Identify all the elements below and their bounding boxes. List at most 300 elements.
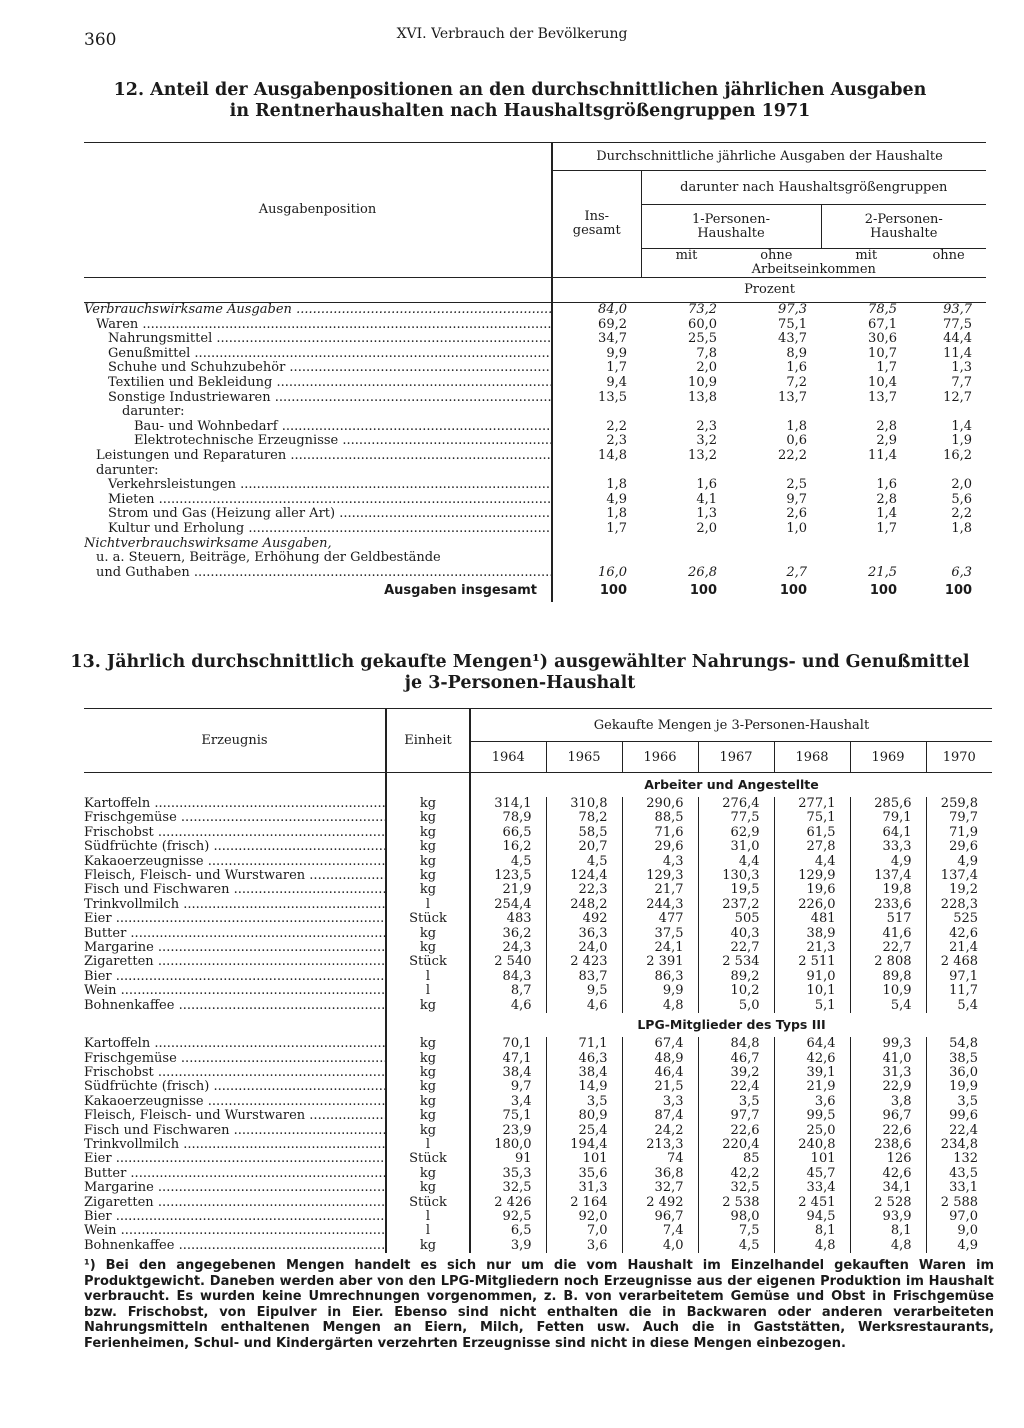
cell-value: 19,8 — [850, 883, 926, 897]
cell-value: 29,6 — [926, 840, 992, 854]
cell-value: 0,6 — [786, 434, 807, 449]
cell-value: 9,5 — [546, 984, 622, 998]
cell-value: 41,6 — [850, 927, 926, 941]
section-row — [84, 773, 992, 798]
row-unit: kg — [386, 840, 470, 854]
head-blank — [84, 278, 552, 303]
table-row — [84, 869, 992, 883]
cell-value: 2,0 — [696, 521, 717, 536]
row-label: Fleisch, Fleisch- und Wurstwaren ..... — [84, 1109, 386, 1123]
head-mit-1: mit — [675, 248, 698, 263]
table-row — [84, 941, 992, 955]
cell-value: 78,5 — [868, 302, 897, 317]
cell-value: 8,9 — [786, 346, 807, 361]
row-unit: Stück — [386, 1196, 470, 1210]
cell-value: 14,8 — [552, 449, 641, 464]
cell-value: 123,5 — [470, 869, 546, 883]
row-unit: kg — [386, 1095, 470, 1109]
cell-value — [731, 551, 821, 566]
cell-value: 240,8 — [774, 1138, 850, 1152]
cell-value: 7,8 — [696, 346, 717, 361]
cell-value: 36,8 — [622, 1167, 698, 1181]
cell-value: 54,8 — [926, 1037, 992, 1051]
cell-value: 23,9 — [470, 1124, 546, 1138]
cell-value: 2,2 — [552, 420, 641, 435]
cell-value: 44,4 — [943, 332, 973, 347]
row-unit: kg — [386, 1052, 470, 1066]
cell-value: 43,5 — [926, 1167, 992, 1181]
head-2p-l2: Haushalte — [870, 225, 938, 241]
cell-value: 2 528 — [850, 1196, 926, 1210]
table-row — [84, 1239, 992, 1253]
cell-value: 238,6 — [850, 1138, 926, 1152]
cell-value: 277,1 — [774, 797, 850, 811]
table-row — [84, 912, 992, 926]
cell-value: 25,0 — [774, 1124, 850, 1138]
cell-value: 71,9 — [926, 826, 992, 840]
cell-value: 1,7 — [552, 522, 641, 537]
cell-value: 20,7 — [546, 840, 622, 854]
cell-value: 137,4 — [926, 869, 992, 883]
row-label: und Guthaben ..... — [84, 566, 552, 581]
table1-title — [0, 80, 1024, 122]
total-value: 100 — [779, 582, 807, 598]
cell-value: 254,4 — [470, 898, 546, 912]
cell-value: 99,6 — [926, 1109, 992, 1123]
head-1p-l2: Haushalte — [697, 225, 765, 241]
table1-title-line1: 12. Anteil der Ausgabenpositionen an den durchschnittlichen jährlichen Ausgaben — [113, 80, 927, 100]
row-label: Sonstige Industriewaren ..... — [84, 391, 552, 406]
cell-value: 22,4 — [698, 1080, 774, 1094]
cell-value: 137,4 — [850, 869, 926, 883]
row-unit: kg — [386, 1109, 470, 1123]
cell-value: 42,2 — [698, 1167, 774, 1181]
cell-value: 10,9 — [850, 984, 926, 998]
cell-value — [821, 551, 911, 566]
cell-value: 9,7 — [786, 492, 807, 507]
cell-value: 40,3 — [698, 927, 774, 941]
table-row — [84, 420, 986, 435]
footnote: ¹) Bei den angegebenen Mengen handelt es sich nur um die vom Haushalt im Einzelhandel gekauften Waren im Produktgewicht. Daneben werden aber von den LPG-Mitgliedern noch Erzeugnisse aus der eigenen Produktion im Haushalt verbraucht. Es wurden keine Umrechnungen vorgenommen, z. B. von verarbeitetem Gemüse und Obst in Frischgemüse bzw. Frischobst, von Eipulver in Eier. Ebenso sind nicht enthalten die in Backwaren oder anderen verarbeiteten Nahrungsmitteln enthaltenen Mengen an Eiern, Milch, Fetten usw. Auch die in Gaststätten, Werksrestaurants, Ferienheimen, Schul- und Kindergärten verzehrten Erzeugnisse sind nicht in diese Mengen einbezogen. — [84, 1258, 994, 1351]
row-label: Kakaoerzeugnisse ..... — [84, 855, 386, 869]
row-unit: l — [386, 898, 470, 912]
year-header: 1970 — [926, 742, 992, 773]
row-label: Frischobst ..... — [84, 1066, 386, 1080]
year-header: 1967 — [698, 742, 774, 773]
table-expenditure-shares — [84, 142, 986, 602]
row-label: Wein ..... — [84, 1224, 386, 1238]
cell-value — [911, 551, 986, 566]
total-value: 100 — [689, 582, 717, 598]
cell-value: 2 511 — [774, 955, 850, 969]
page-number: 360 — [84, 30, 117, 50]
row-label: Nahrungsmittel ..... — [84, 332, 552, 347]
cell-value: 34,7 — [552, 332, 641, 347]
cell-value: 2,3 — [696, 419, 717, 434]
cell-value: 3,2 — [696, 434, 717, 449]
cell-value: 9,7 — [470, 1080, 546, 1094]
cell-value: 97,0 — [926, 1210, 992, 1224]
cell-value: 96,7 — [850, 1109, 926, 1123]
cell-value: 88,5 — [622, 811, 698, 825]
cell-value: 75,1 — [778, 317, 807, 332]
row-label: Bohnenkaffee ..... — [84, 999, 386, 1013]
row-label: Butter ..... — [84, 1167, 386, 1181]
table2-body — [84, 773, 992, 1254]
cell-value: 2 426 — [470, 1196, 546, 1210]
cell-value: 276,4 — [698, 797, 774, 811]
cell-value: 1,7 — [552, 361, 641, 376]
cell-value: 33,3 — [850, 840, 926, 854]
cell-value: 42,6 — [774, 1052, 850, 1066]
head-total-l1: Ins- — [584, 209, 610, 224]
table-row — [84, 1095, 992, 1109]
cell-value: 11,4 — [868, 448, 897, 463]
cell-value: 93,7 — [943, 302, 973, 317]
cell-value: 25,5 — [688, 332, 717, 347]
cell-value: 85 — [698, 1152, 774, 1166]
table-row — [84, 1167, 992, 1181]
cell-value: 79,1 — [850, 811, 926, 825]
year-header: 1964 — [470, 742, 546, 773]
cell-value: 244,3 — [622, 898, 698, 912]
cell-value: 1,8 — [786, 419, 807, 434]
cell-value: 21,3 — [774, 941, 850, 955]
cell-value — [641, 405, 731, 420]
table-row — [84, 840, 992, 854]
cell-value — [641, 551, 731, 566]
cell-value: 91 — [470, 1152, 546, 1166]
head-total-l2: gesamt — [572, 223, 621, 238]
cell-value: 2 391 — [622, 955, 698, 969]
cell-value: 92,0 — [546, 1210, 622, 1224]
row-label: Bier ..... — [84, 1210, 386, 1224]
total-label: Ausgaben insgesamt — [384, 582, 537, 598]
cell-value: 77,5 — [698, 811, 774, 825]
row-unit: l — [386, 1224, 470, 1238]
row-label: Kultur und Erholung ..... — [84, 522, 552, 537]
cell-value: 3,5 — [926, 1095, 992, 1109]
cell-value: 1,7 — [876, 361, 897, 376]
row-label: Butter ..... — [84, 927, 386, 941]
table-row — [84, 391, 986, 406]
row-unit: kg — [386, 811, 470, 825]
row-label: Strom und Gas (Heizung aller Art) ..... — [84, 507, 552, 522]
cell-value: 74 — [622, 1152, 698, 1166]
cell-value: 32,5 — [470, 1181, 546, 1195]
cell-value: 83,7 — [546, 970, 622, 984]
cell-value: 4,4 — [774, 855, 850, 869]
cell-value: 62,9 — [698, 826, 774, 840]
row-label: Südfrüchte (frisch) ..... — [84, 1080, 386, 1094]
cell-value: 38,4 — [470, 1066, 546, 1080]
cell-value: 19,2 — [926, 883, 992, 897]
cell-value — [821, 537, 911, 552]
year-header: 1965 — [546, 742, 622, 773]
row-label: Margarine ..... — [84, 1181, 386, 1195]
cell-value: 87,4 — [622, 1109, 698, 1123]
cell-value: 84,3 — [470, 970, 546, 984]
row-label: Südfrüchte (frisch) ..... — [84, 840, 386, 854]
cell-value — [641, 537, 731, 552]
cell-value: 505 — [698, 912, 774, 926]
cell-value: 22,7 — [850, 941, 926, 955]
cell-value: 7,4 — [622, 1224, 698, 1238]
cell-value: 2 423 — [546, 955, 622, 969]
cell-value: 89,2 — [698, 970, 774, 984]
row-unit: Stück — [386, 1152, 470, 1166]
cell-value: 7,2 — [786, 375, 807, 390]
cell-value: 19,5 — [698, 883, 774, 897]
cell-value: 66,5 — [470, 826, 546, 840]
row-label: Kakaoerzeugnisse ..... — [84, 1095, 386, 1109]
cell-value: 75,1 — [470, 1109, 546, 1123]
cell-value: 2,8 — [876, 492, 897, 507]
cell-value: 16,0 — [552, 566, 641, 581]
cell-value: 24,2 — [622, 1124, 698, 1138]
row-unit: l — [386, 1138, 470, 1152]
cell-value: 46,3 — [546, 1052, 622, 1066]
cell-value: 43,7 — [778, 332, 807, 347]
table-row — [84, 984, 992, 998]
table2-title-line2: je 3-Personen-Haushalt — [404, 673, 636, 693]
cell-value: 2,6 — [786, 507, 807, 522]
cell-value: 75,1 — [774, 811, 850, 825]
head-unit: Prozent — [552, 278, 986, 303]
table-row — [84, 1066, 992, 1080]
cell-value: 93,9 — [850, 1210, 926, 1224]
cell-value: 32,5 — [698, 1181, 774, 1195]
cell-value: 314,1 — [470, 797, 546, 811]
cell-value: 259,8 — [926, 797, 992, 811]
running-head: XVI. Verbrauch der Bevölkerung — [396, 26, 628, 42]
cell-value: 30,6 — [868, 332, 897, 347]
cell-value: 19,6 — [774, 883, 850, 897]
cell-value: 2 538 — [698, 1196, 774, 1210]
row-label: Mieten ..... — [84, 493, 552, 508]
row-label: Eier ..... — [84, 1152, 386, 1166]
year-header: 1969 — [850, 742, 926, 773]
row-label: Textilien und Bekleidung ..... — [84, 376, 552, 391]
cell-value: 101 — [546, 1152, 622, 1166]
cell-value: 1,6 — [696, 478, 717, 493]
row-label: Fleisch, Fleisch- und Wurstwaren ..... — [84, 869, 386, 883]
row-unit: kg — [386, 797, 470, 811]
cell-value: 1,4 — [951, 419, 973, 434]
table-row — [84, 493, 986, 508]
table-row — [84, 376, 986, 391]
spacer — [84, 773, 386, 798]
cell-value: 71,1 — [546, 1037, 622, 1051]
row-label: darunter: — [122, 405, 185, 420]
row-unit: kg — [386, 1037, 470, 1051]
row-label: Fisch und Fischwaren ..... — [84, 883, 386, 897]
cell-value — [821, 464, 911, 479]
cell-value: 26,8 — [688, 565, 717, 580]
cell-value: 3,6 — [546, 1239, 622, 1253]
row-label: Zigaretten ..... — [84, 955, 386, 969]
head-total — [552, 171, 641, 278]
row-label: Verbrauchswirksame Ausgaben ..... — [84, 303, 552, 318]
cell-value: 8,7 — [470, 984, 546, 998]
cell-value: 3,6 — [774, 1095, 850, 1109]
cell-value: 24,1 — [622, 941, 698, 955]
cell-value: 2,5 — [786, 478, 807, 493]
spacer — [386, 1013, 470, 1037]
cell-value: 10,9 — [688, 375, 717, 390]
cell-value: 11,4 — [943, 346, 973, 361]
row-unit: l — [386, 970, 470, 984]
cell-value: 10,1 — [774, 984, 850, 998]
cell-value: 31,3 — [850, 1066, 926, 1080]
cell-value: 124,4 — [546, 869, 622, 883]
cell-value: 42,6 — [850, 1167, 926, 1181]
cell-value: 4,8 — [850, 1239, 926, 1253]
row-label: Kartoffeln ..... — [84, 797, 386, 811]
cell-value: 194,4 — [546, 1138, 622, 1152]
head-arbeit: Arbeitseinkommen — [751, 262, 876, 277]
table-row — [84, 826, 992, 840]
cell-value: 11,7 — [926, 984, 992, 998]
cell-value: 132 — [926, 1152, 992, 1166]
cell-value: 129,3 — [622, 869, 698, 883]
cell-value: 1,8 — [951, 521, 973, 536]
head-ohne-1: ohne — [760, 248, 793, 263]
row-label: Eier ..... — [84, 912, 386, 926]
cell-value — [731, 464, 821, 479]
cell-value: 22,4 — [926, 1124, 992, 1138]
cell-value: 3,4 — [470, 1095, 546, 1109]
head-unit2: Einheit — [386, 709, 470, 773]
cell-value: 3,5 — [698, 1095, 774, 1109]
cell-value: 97,1 — [926, 970, 992, 984]
cell-value: 39,1 — [774, 1066, 850, 1080]
cell-value: 2,8 — [876, 419, 897, 434]
cell-value: 36,3 — [546, 927, 622, 941]
cell-value: 4,6 — [546, 999, 622, 1013]
table-row — [84, 1109, 992, 1123]
cell-value: 86,3 — [622, 970, 698, 984]
cell-value: 19,9 — [926, 1080, 992, 1094]
row-label: Wein ..... — [84, 984, 386, 998]
row-label: Zigaretten ..... — [84, 1196, 386, 1210]
cell-value: 45,7 — [774, 1167, 850, 1181]
cell-value: 13,7 — [778, 390, 807, 405]
total-value: 100 — [869, 582, 897, 598]
cell-value: 5,6 — [951, 492, 973, 507]
row-label: Genußmittel ..... — [84, 347, 552, 362]
cell-value: 220,4 — [698, 1138, 774, 1152]
row-label: Elektrotechnische Erzeugnisse ..... — [84, 434, 552, 449]
row-unit: kg — [386, 883, 470, 897]
row-unit: Stück — [386, 955, 470, 969]
year-header: 1966 — [622, 742, 698, 773]
cell-value: 4,5 — [470, 855, 546, 869]
row-unit: kg — [386, 826, 470, 840]
cell-value: 7,7 — [951, 375, 973, 390]
cell-value: 7,5 — [698, 1224, 774, 1238]
row-unit: kg — [386, 1167, 470, 1181]
row-label: Kartoffeln ..... — [84, 1037, 386, 1051]
row-label: Bier ..... — [84, 970, 386, 984]
cell-value: 129,9 — [774, 869, 850, 883]
table-row — [84, 797, 992, 811]
row-unit: Stück — [386, 912, 470, 926]
cell-value: 91,0 — [774, 970, 850, 984]
cell-value: 27,8 — [774, 840, 850, 854]
cell-value: 228,3 — [926, 898, 992, 912]
cell-value: 1,3 — [951, 361, 973, 376]
spacer — [84, 1013, 386, 1037]
cell-value: 2,3 — [552, 434, 641, 449]
cell-value — [552, 551, 641, 566]
total-value: 100 — [944, 582, 973, 598]
cell-value: 39,2 — [698, 1066, 774, 1080]
cell-value: 64,1 — [850, 826, 926, 840]
cell-value: 1,4 — [876, 507, 897, 522]
row-label: Frischobst ..... — [84, 826, 386, 840]
table-row — [84, 1181, 992, 1195]
cell-value: 22,6 — [850, 1124, 926, 1138]
cell-value: 13,7 — [868, 390, 897, 405]
row-label: Bohnenkaffee ..... — [84, 1239, 386, 1253]
head-group2: Gekaufte Mengen je 3-Personen-Haushalt — [470, 709, 992, 742]
table-row — [84, 1210, 992, 1224]
cell-value: 285,6 — [850, 797, 926, 811]
cell-value: 226,0 — [774, 898, 850, 912]
cell-value: 79,7 — [926, 811, 992, 825]
cell-value: 46,7 — [698, 1052, 774, 1066]
table-row — [84, 478, 986, 493]
cell-value: 84,8 — [698, 1037, 774, 1051]
cell-value: 60,0 — [688, 317, 717, 332]
row-unit: kg — [386, 1080, 470, 1094]
cell-value: 3,5 — [546, 1095, 622, 1109]
table-row — [84, 464, 986, 479]
table-row — [84, 318, 986, 333]
cell-value: 101 — [774, 1152, 850, 1166]
cell-value: 2 588 — [926, 1196, 992, 1210]
row-unit: kg — [386, 999, 470, 1013]
cell-value: 97,7 — [698, 1109, 774, 1123]
cell-value: 6,5 — [470, 1224, 546, 1238]
table-row — [84, 1152, 992, 1166]
cell-value: 21,5 — [622, 1080, 698, 1094]
cell-value: 22,2 — [778, 448, 807, 463]
cell-value: 4,5 — [698, 1239, 774, 1253]
cell-value: 126 — [850, 1152, 926, 1166]
row-label: Trinkvollmilch ..... — [84, 898, 386, 912]
table-row — [84, 566, 986, 581]
cell-value — [731, 537, 821, 552]
cell-value: 7,0 — [546, 1224, 622, 1238]
cell-value: 73,2 — [688, 302, 717, 317]
cell-value: 80,9 — [546, 1109, 622, 1123]
cell-value: 29,6 — [622, 840, 698, 854]
row-unit: kg — [386, 1066, 470, 1080]
cell-value: 38,9 — [774, 927, 850, 941]
cell-value: 24,3 — [470, 941, 546, 955]
cell-value: 2 492 — [622, 1196, 698, 1210]
row-unit: kg — [386, 941, 470, 955]
table-row — [84, 927, 992, 941]
table-row — [84, 1052, 992, 1066]
cell-value: 10,7 — [868, 346, 897, 361]
cell-value: 47,1 — [470, 1052, 546, 1066]
cell-value: 36,2 — [470, 927, 546, 941]
cell-value: 21,9 — [774, 1080, 850, 1094]
cell-value: 4,9 — [552, 493, 641, 508]
